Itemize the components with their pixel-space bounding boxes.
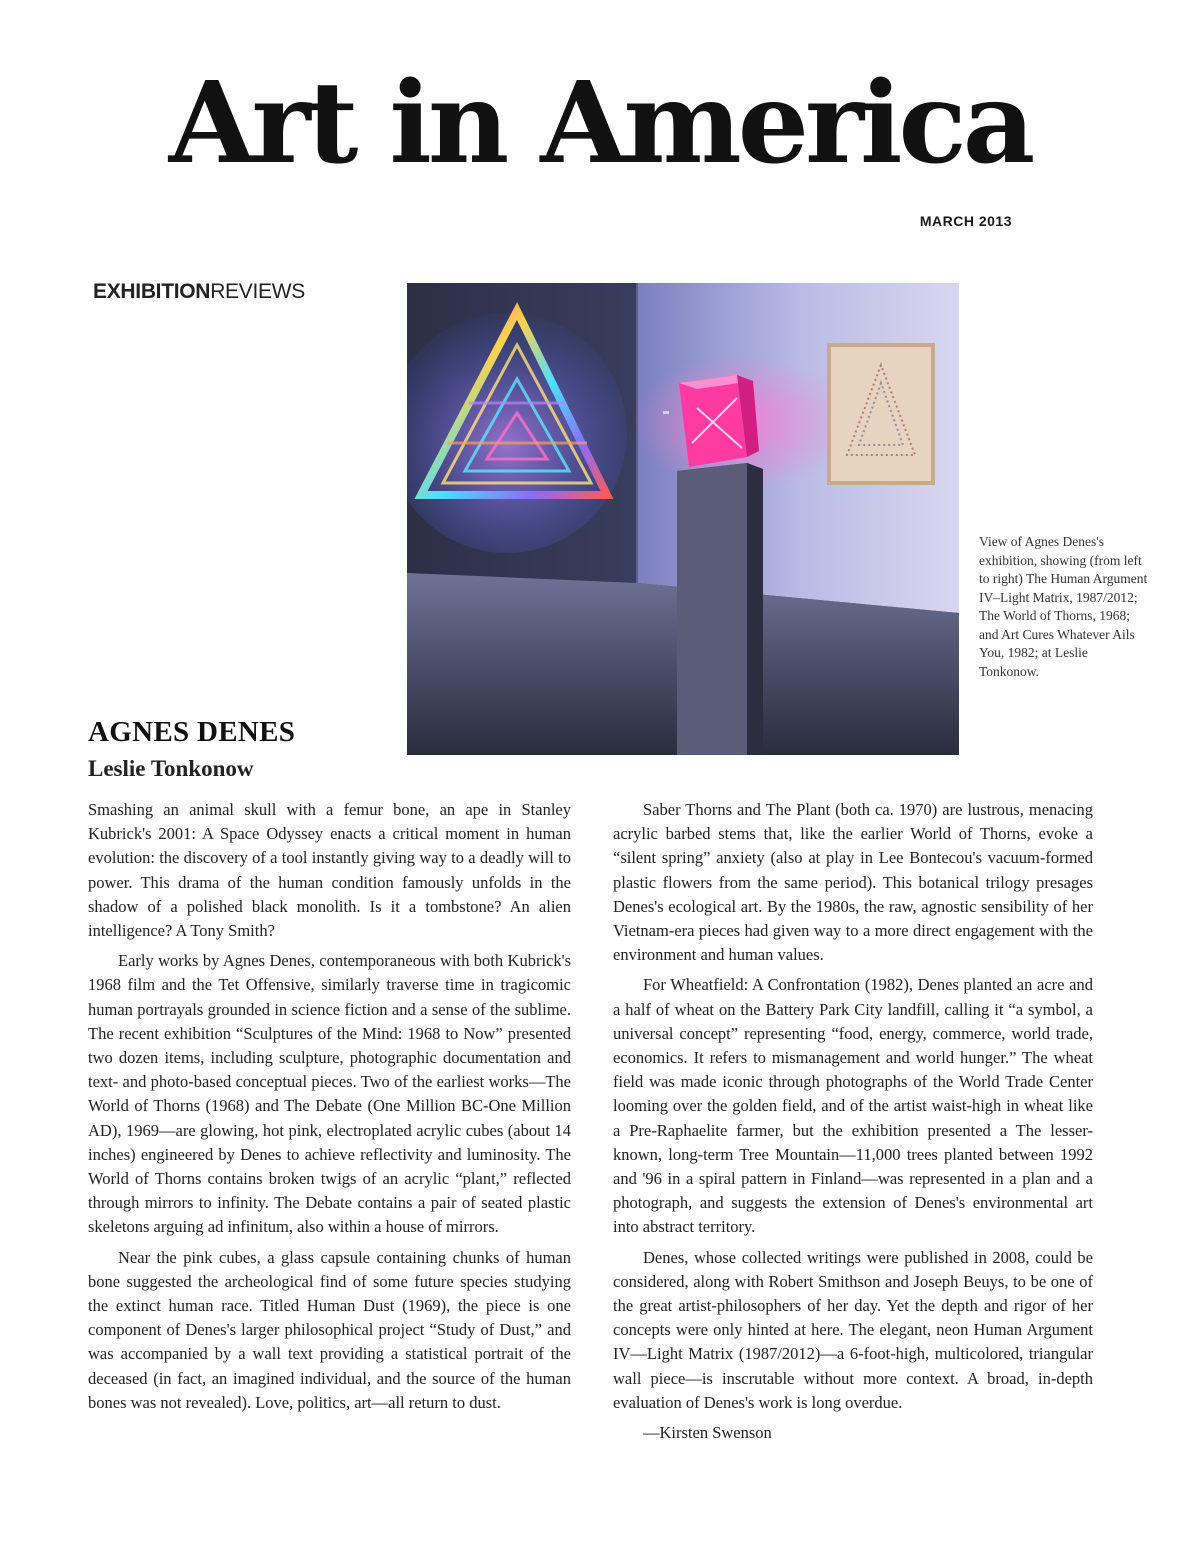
photo-caption: View of Agnes Denes's exhibition, showing (from left to right) The Human Argument IV–Light Matrix, 1987/2012; The World of Thorns, 1968; and Art Cures Whatever Ails You, 1982; at Leslie Tonkonow. [979, 534, 1148, 679]
review-paragraph: Near the pink cubes, a glass capsule containing chunks of human bone suggested the archeological find of some future species studying the extinct human race. Titled Human Dust (1969), the piece is one component of Denes's larger philosophical project “Study of Dust,” and was accompanied by a wall text providing a statistical portrait of the deceased (in fact, an imagined individual, and the source of the human bones was not revealed). Love, politics, art—all return to dust. [88, 1247, 571, 1412]
review-paragraph: Denes, whose collected writings were published in 2008, could be considered, along with Robert Smithson and Joseph Beuys, to be one of the great artist-philosophers of her day. Yet the depth and rigor of her concepts were only hinted at here. The elegant, neon Human Argument IV—Light Matrix (1987/2012)—a 6-foot-high, multicolored, triangular wall piece—is inscrutable without more context. A broad, in-depth evaluation of Denes's work is long overdue. [613, 1247, 1093, 1412]
review-paragraph: Early works by Agnes Denes, contemporaneous with both Kubrick's 1968 film and the Tet Offensive, similarly traverse time in tragicomic human portrayals grounded in science fiction and a sense of the sublime. The recent exhibition “Sculptures of the Mind: 1968 to Now” presented two dozen items, including sculpture, photographic documentation and text- and photo-based conceptual pieces. Two of the earliest works—The World of Thorns (1968) and The Debate (One Million BC-One Million AD), 1969—are glowing, hot pink, electroplated acrylic cubes (about 14 inches) engineered by Denes to achieve reflectivity and luminosity. The World of Thorns contains broken twigs of an acrylic “plant,” reflected through mirrors to infinity. The Debate contains a pair of seated plastic skeletons arguing ad infinitum, also within a house of mirrors. [88, 951, 571, 1237]
review-artist-name: AGNES DENES [88, 716, 296, 748]
issue-date: MARCH 2013 [919, 213, 1012, 229]
section-label-bold: EXHIBITION [93, 280, 211, 303]
review-column-2 [613, 798, 1093, 1451]
exhibition-photo [407, 283, 959, 755]
review-paragraph: Smashing an animal skull with a femur bone, an ape in Stanley Kubrick's 2001: A Space Odyssey enacts a critical moment in human evolution: the discovery of a tool instantly giving way to a deadly will to power. This drama of the human condition famously unfolds in the shadow of a polished black monolith. Is it a tombstone? An alien intelligence? A Tony Smith? [88, 800, 571, 941]
section-label-light: REVIEWS [210, 280, 305, 303]
magazine-masthead: Art in America [168, 58, 1032, 189]
review-paragraph: Saber Thorns and The Plant (both ca. 1970) are lustrous, menacing acrylic barbed stems that, like the earlier World of Thorns, evoke a “silent spring” anxiety (also at play in Lee Bontecou's vacuum-formed plastic flowers from the same period). This botanical trilogy presages Denes's ecological art. By the 1980s, the raw, agnostic sensibility of her Vietnam-era pieces had given way to a more direct engagement with the environment and human values. [613, 800, 1093, 965]
review-venue: Leslie Tonkonow [88, 756, 254, 781]
review-paragraph: For Wheatfield: A Confrontation (1982), Denes planted an acre and a half of wheat on the Battery Park City landfill, calling it “a symbol, a universal concept” representing “food, energy, commerce, world trade, economics. It refers to mismanagement and world hunger.” The wheat field was made iconic through photographs of the World Trade Center looming over the golden field, and of the artist waist-high in wheat like a Pre-Raphaelite farmer, but the exhibition presented a The lesser-known, long-term Tree Mountain—11,000 trees planted between 1992 and '96 in a spiral pattern in Finland—was represented in a plan and a photograph, and suggests the extension of Denes's environmental art into abstract territory. [613, 975, 1093, 1237]
section-label [93, 280, 305, 304]
review-byline: —Kirsten Swenson [643, 1423, 772, 1443]
review-column-1 [88, 798, 571, 1421]
gallery-view-illustration [407, 283, 959, 755]
